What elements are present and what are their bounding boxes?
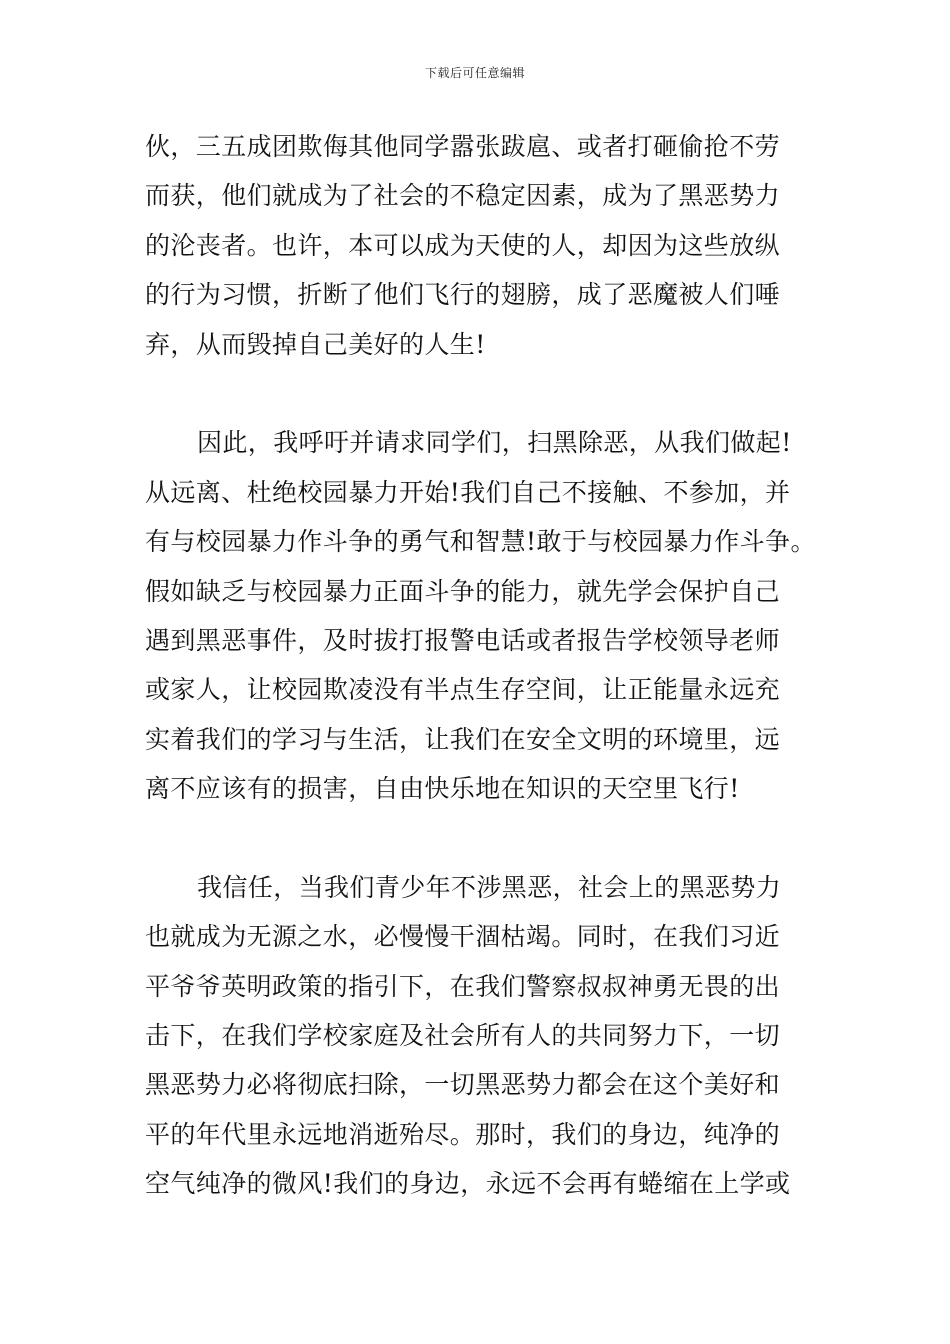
paragraph-line: 我信任，当我们青少年不涉黑恶，社会上的黑恶势力 [197,872,782,902]
paragraph-line: 假如缺乏与校园暴力正面斗争的能力，就先学会保护自己 [145,576,781,606]
paragraph-line: 的沦丧者。也许，本可以成为天使的人，却因为这些放纵 [145,230,781,260]
paragraph-line: 空气纯净的微风!我们的身边，永远不会再有蜷缩在上学或 [145,1169,791,1199]
paragraph-line: 也就成为无源之水，必慢慢干涸枯竭。同时，在我们习近 [145,922,781,952]
paragraph-line: 黑恶势力必将彻底扫除，一切黑恶势力都会在这个美好和 [145,1070,781,1100]
paragraph-line: 平的年代里永远地消逝殆尽。那时，我们的身边，纯净的 [145,1119,781,1149]
page-header: 下载后可任意编辑 [424,66,525,80]
paragraph-line: 的行为习惯，折断了他们飞行的翅膀，成了恶魔被人们唾 [145,280,781,310]
paragraph-line: 有与校园暴力作斗争的勇气和智慧!敢于与校园暴力作斗争。 [145,527,816,557]
paragraph-1 [145,122,845,369]
paragraph-line: 从远离、杜绝校园暴力开始!我们自己不接触、不参加，并 [145,477,791,507]
paragraph-spacer [145,813,845,862]
paragraph-line: 因此，我呼吁并请求同学们，扫黑除恶，从我们做起! [197,428,792,458]
paragraph-spacer [145,369,845,418]
document-body [145,122,845,1209]
paragraph-line: 伙，三五成团欺侮其他同学嚣张跋扈、或者打砸偷抢不劳 [145,132,781,161]
paragraph-line: 实着我们的学习与生活，让我们在安全文明的环境里，远 [145,724,781,754]
paragraph-3 [145,863,845,1209]
paragraph-2 [145,418,845,813]
paragraph-line: 而获，他们就成为了社会的不稳定因素，成为了黑恶势力 [145,181,781,211]
paragraph-line: 平爷爷英明政策的指引下，在我们警察叔叔神勇无畏的出 [145,971,781,1001]
paragraph-line: 弃，从而毁掉自己美好的人生! [145,329,486,359]
paragraph-line: 离不应该有的损害，自由快乐地在知识的天空里飞行! [145,774,740,804]
paragraph-line: 击下，在我们学校家庭及社会所有人的共同努力下，一切 [145,1021,781,1051]
paragraph-line: 或家人，让校园欺凌没有半点生存空间，让正能量永远充 [145,675,781,705]
paragraph-line: 遇到黑恶事件，及时拔打报警电话或者报告学校领导老师 [145,625,781,655]
